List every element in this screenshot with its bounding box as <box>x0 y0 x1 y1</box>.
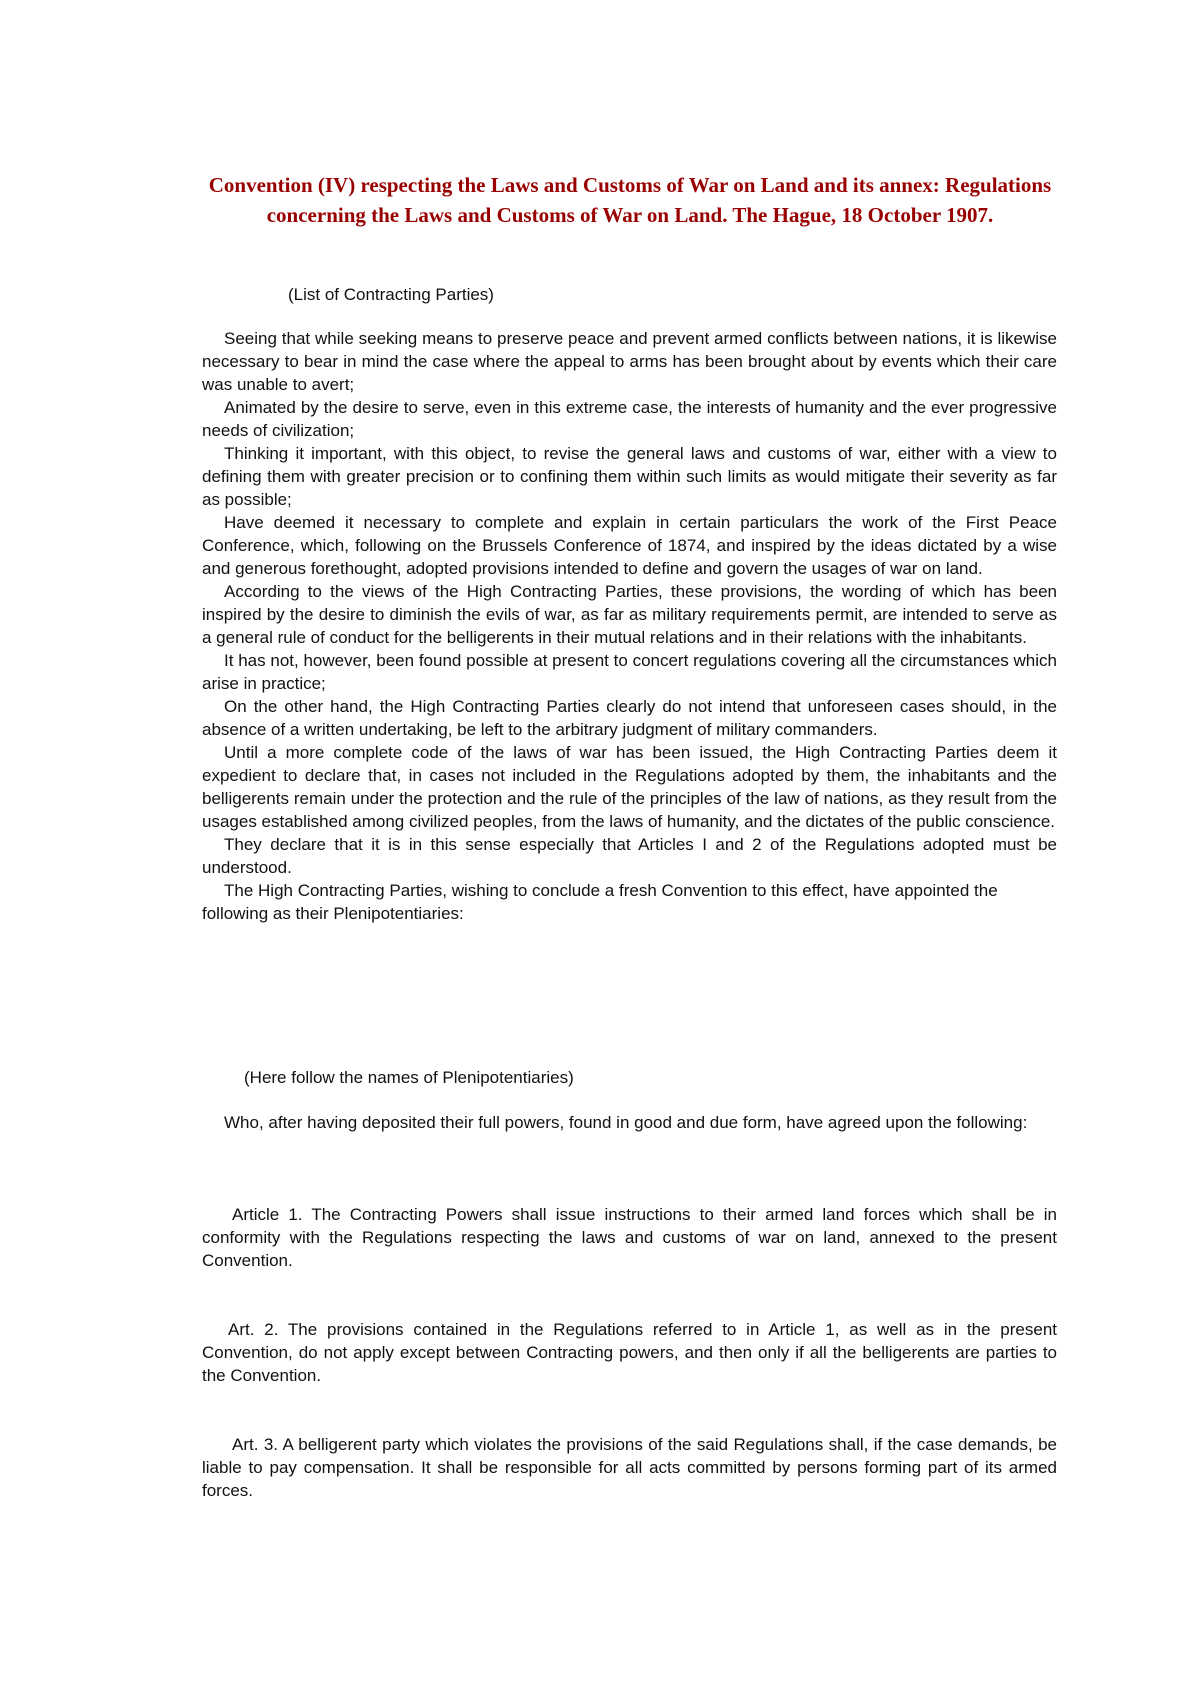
preamble-paragraph: On the other hand, the High Contracting Parties clearly do not intend that unforeseen cases should, in the absence of a written undertaking, be left to the arbitrary judgment of military commanders. <box>202 697 1057 739</box>
preamble-paragraph: It has not, however, been found possible at present to concert regulations covering all the circumstances which arise in practice; <box>202 651 1057 693</box>
preamble-paragraph: Have deemed it necessary to complete and explain in certain particulars the work of the First Peace Conference, which, following on the Brussels Conference of 1874, and inspired by the ideas dictated by a wise and generous forethought, adopted provisions intended to define and govern the usages of war on land. <box>202 513 1057 578</box>
agreement-paragraph <box>202 1111 1057 1134</box>
preamble-paragraph: Thinking it important, with this object, to revise the general laws and customs of war, either with a view to defining them with greater precision or to confining them within such limits as would mitigate their severity as far as possible; <box>202 444 1057 509</box>
plenipotentiaries-intro: The High Contracting Parties, wishing to conclude a fresh Convention to this effect, have appointed the <box>224 881 998 900</box>
preamble-paragraph: They declare that it is in this sense especially that Articles I and 2 of the Regulations adopted must be understood. <box>202 835 1057 877</box>
plenipotentiaries-intro-continued: following as their Plenipotentiaries: <box>202 904 464 923</box>
article-3 <box>202 1433 1057 1502</box>
contracting-parties-note: (List of Contracting Parties) <box>288 285 494 304</box>
preamble <box>202 327 1057 925</box>
agreement-text: Who, after having deposited their full powers, found in good and due form, have agreed upon the following: <box>224 1113 1028 1132</box>
preamble-paragraph: Animated by the desire to serve, even in this extreme case, the interests of humanity and the ever progressive needs of civilization; <box>202 398 1057 440</box>
article-text: Art. 2. The provisions contained in the Regulations referred to in Article 1, as well as in the present Convention, do not apply except between Contracting powers, and then only if all the belligerents are parties to the Convention. <box>202 1320 1057 1385</box>
plenipotentiaries-note: (Here follow the names of Plenipotentiaries) <box>244 1068 574 1087</box>
preamble-paragraph: Seeing that while seeking means to preserve peace and prevent armed conflicts between nations, it is likewise necessary to bear in mind the case where the appeal to arms has been brought about by events which their care was unable to avert; <box>202 329 1057 394</box>
preamble-paragraph: Until a more complete code of the laws of war has been issued, the High Contracting Parties deem it expedient to declare that, in cases not included in the Regulations adopted by them, the inhabitants and the belligerents remain under the protection and the rule of the principles of the law of nations, as they result from the usages established among civilized peoples, from the laws of humanity, and the dictates of the public conscience. <box>202 743 1057 831</box>
article-text: Article 1. The Contracting Powers shall issue instructions to their armed land forces which shall be in conformity with the Regulations respecting the laws and customs of war on land, annexed to the present Convention. <box>202 1205 1057 1270</box>
article-2 <box>202 1318 1057 1387</box>
preamble-paragraph: According to the views of the High Contracting Parties, these provisions, the wording of which has been inspired by the desire to diminish the evils of war, as far as military requirements permit, are intended to serve as a general rule of conduct for the belligerents in their mutual relations and in their relations with the inhabitants. <box>202 582 1057 647</box>
article-text: Art. 3. A belligerent party which violates the provisions of the said Regulations shall, if the case demands, be liable to pay compensation. It shall be responsible for all acts committed by persons forming part of its armed forces. <box>202 1435 1057 1500</box>
document-title: Convention (IV) respecting the Laws and Customs of War on Land and its annex: Regulations concerning the Laws and Customs of War on Land. The Hague, 18 October 1907. <box>208 173 1052 227</box>
article-1 <box>202 1203 1057 1272</box>
